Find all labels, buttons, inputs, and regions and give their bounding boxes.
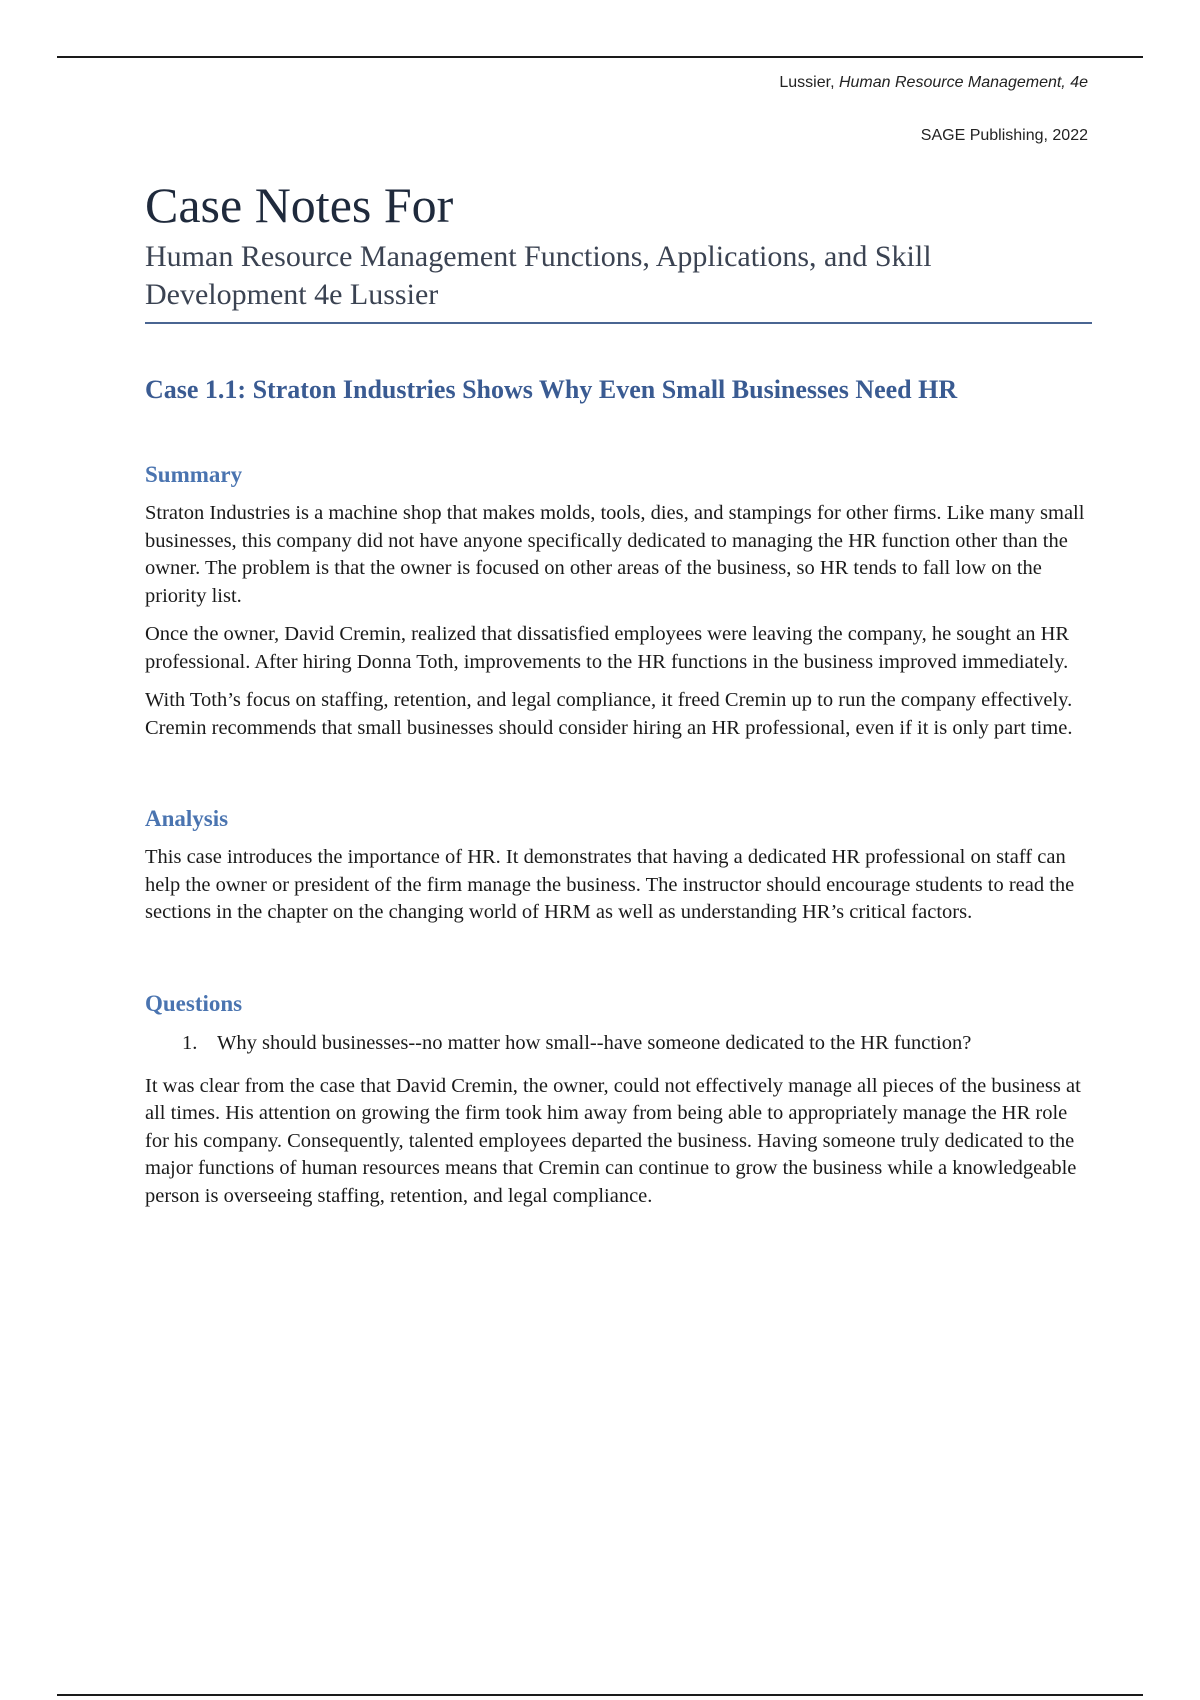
analysis-heading: Analysis bbox=[145, 806, 229, 831]
running-header-citation bbox=[779, 74, 1088, 92]
page-title: Case Notes For bbox=[145, 177, 454, 233]
summary-paragraph: Once the owner, David Cremin, realized that dissatisfied employees were leaving the company, he sought an HR professional. After hiring Donna Toth, improvements to the HR functions in the business improved immediately. bbox=[145, 623, 1070, 673]
question-item bbox=[145, 1029, 997, 1057]
summary-body bbox=[145, 500, 1090, 742]
summary-paragraph: With Toth’s focus on staffing, retention, and legal compliance, it freed Cremin up to run the company effectively. Cremin recommends that small businesses should consider hiring an HR professional, even if it is only part time. bbox=[145, 689, 1073, 739]
summary-paragraph: Straton Industries is a machine shop that makes molds, tools, dies, and stampings for other firms. Like many small businesses, this company did not have anyone specifically dedicated to managing the HR function other than the owner. The problem is that the owner is focused on other areas of the business, so HR tends to fall low on the priority list. bbox=[145, 502, 1085, 607]
question-number: 1. bbox=[182, 1031, 198, 1054]
case-heading: Case 1.1: Straton Industries Shows Why Even Small Businesses Need HR bbox=[145, 375, 958, 404]
question-answer: It was clear from the case that David Cremin, the owner, could not effectively manage all pieces of the business at all times. His attention on growing the firm took him away from being able to appropriately manage the HR role for his company. Consequently, talented employees departed the business. Having someone truly dedicated to the major functions of human resources means that Cremin can continue to grow the business while a knowledgeable person is overseeing staffing, retention, and legal compliance. bbox=[145, 1074, 1081, 1207]
analysis-paragraph: This case introduces the importance of HR. It demonstrates that having a dedicated HR professional on staff can help the owner or president of the firm manage the business. The instructor should encourage students to read the sections in the chapter on the changing world of HRM as well as understanding HR’s critical factors. bbox=[145, 846, 1075, 923]
page-subtitle: Human Resource Management Functions, Applications, and Skill Development 4e Lussier bbox=[145, 238, 1092, 324]
header-author: Lussier, bbox=[779, 74, 839, 91]
summary-heading: Summary bbox=[145, 462, 243, 487]
questions-list bbox=[145, 1029, 1090, 1057]
document-body bbox=[145, 176, 1090, 1210]
running-header-publisher: SAGE Publishing, 2022 bbox=[920, 127, 1088, 144]
header-book-title: Human Resource Management, 4e bbox=[838, 74, 1088, 91]
question-text: Why should businesses--no matter how small--have someone dedicated to the HR function? bbox=[217, 1031, 972, 1054]
top-rule bbox=[57, 56, 1143, 58]
questions-heading: Questions bbox=[145, 990, 243, 1016]
bottom-rule bbox=[57, 1694, 1143, 1696]
